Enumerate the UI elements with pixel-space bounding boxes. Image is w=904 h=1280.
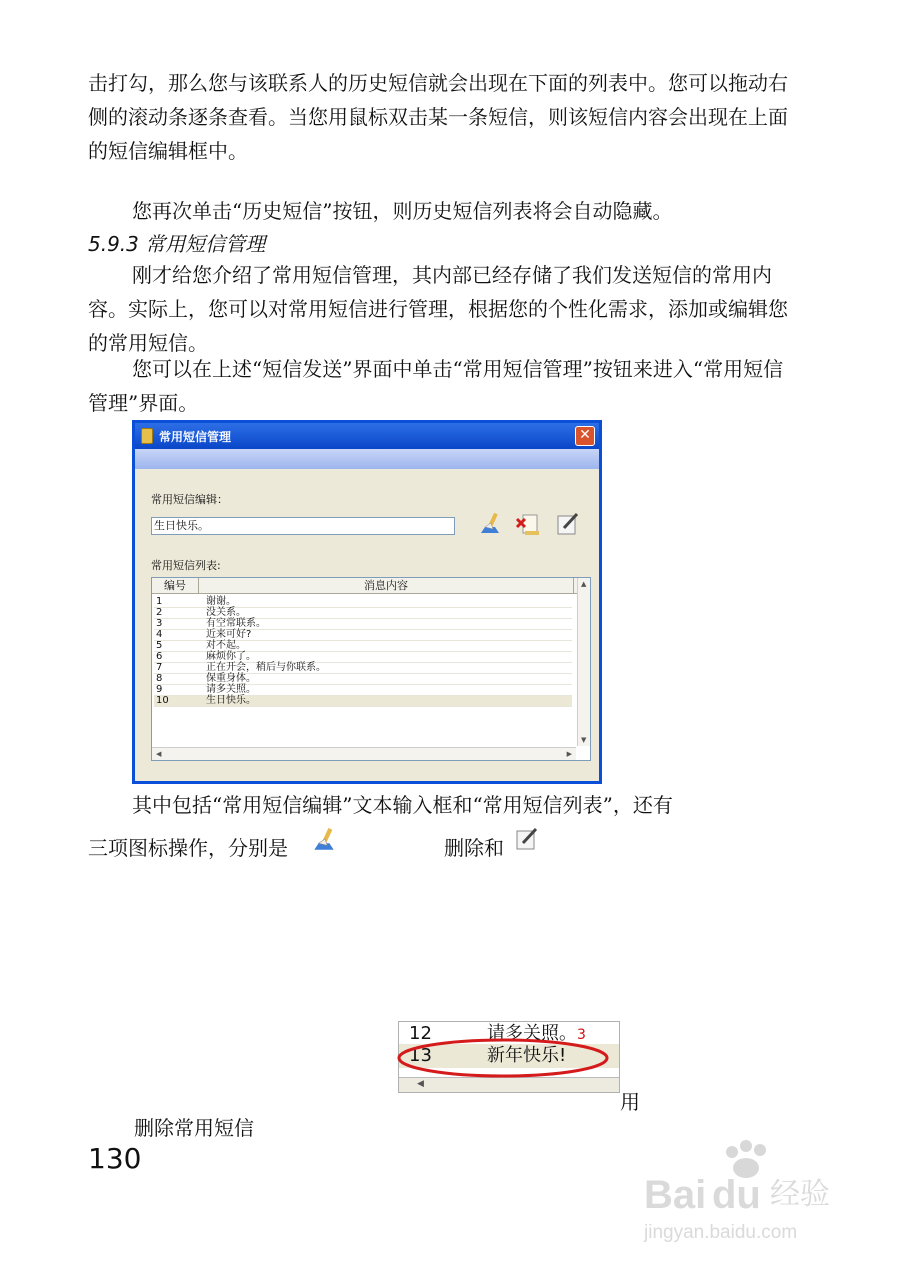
paragraph-7-tail: 用	[620, 1090, 640, 1114]
column-header-num[interactable]: 编号	[152, 578, 199, 593]
sms-manager-dialog	[132, 420, 602, 784]
row-text: 正在开会，稍后与你联系。	[206, 662, 326, 673]
highlight-oval	[396, 1037, 610, 1079]
paragraph-8: 删除常用短信	[134, 1116, 254, 1140]
page-number: 130	[88, 1142, 142, 1175]
vertical-scrollbar[interactable]: ▲ ▼	[577, 578, 590, 746]
row-number: 4	[156, 629, 163, 640]
row-number: 12	[409, 1023, 432, 1044]
dialog-titlebar	[135, 423, 599, 449]
row-text: 近来可好?	[206, 629, 252, 640]
row-text: 没关系。	[206, 607, 246, 618]
edit-label: 常用短信编辑：	[151, 493, 228, 506]
svg-text:经验: 经验	[770, 1177, 830, 1212]
paragraph-6-mid: 删除和	[444, 836, 504, 860]
dialog-title: 常用短信管理	[159, 429, 232, 444]
delete-icon[interactable]	[515, 511, 541, 537]
svg-text:du: du	[712, 1173, 761, 1217]
edit-icon[interactable]	[555, 511, 581, 537]
column-header-content[interactable]: 消息内容	[199, 578, 574, 593]
paragraph-4: 您可以在上述“短信发送”界面中单击“常用短信管理”按钮来进入“常用短信管理”界面。	[88, 357, 784, 415]
annotation-mark: 3	[577, 1027, 586, 1043]
sms-edit-input[interactable]: 生日快乐。	[151, 517, 455, 535]
row-number: 3	[156, 618, 163, 629]
row-text: 请多关照。	[206, 684, 256, 695]
row-text: 有空常联系。	[206, 618, 266, 629]
row-text: 麻烦你了。	[206, 651, 256, 662]
baidu-watermark-logo	[640, 1140, 860, 1250]
paragraph-2: 您再次单击“历史短信”按钮，则历史短信列表将会自动隐藏。	[132, 199, 673, 223]
paragraph-1: 击打勾，那么您与该联系人的历史短信就会出现在下面的列表中。您可以拖动右侧的滚动条逐条查看。当您用鼠标双击某一条短信，则该短信内容会出现在上面的短信编辑框中。	[88, 71, 788, 163]
row-number: 7	[156, 662, 163, 673]
list-header	[152, 578, 590, 594]
row-number: 2	[156, 607, 163, 618]
horizontal-scrollbar[interactable]: ◀ ▶	[152, 747, 576, 760]
edit-icon	[514, 826, 540, 852]
row-number: 8	[156, 673, 163, 684]
add-brush-icon	[310, 826, 338, 854]
row-number: 1	[156, 596, 163, 607]
row-text: 保重身体。	[206, 673, 256, 684]
dialog-band	[135, 449, 599, 469]
row-text: 新年快乐!	[487, 1045, 567, 1066]
svg-text:Bai: Bai	[644, 1173, 707, 1217]
row-number: 5	[156, 640, 163, 651]
list-rows	[154, 597, 572, 707]
row-text: 谢谢。	[206, 596, 236, 607]
row-12-text: 请多关照。	[487, 1023, 577, 1044]
paragraph-3: 刚才给您介绍了常用短信管理，其内部已经存储了我们发送短信的常用内容。实际上，您可以对常用短信进行管理，根据您的个性化需求，添加或编辑您的常用短信。	[88, 263, 788, 355]
row-number: 6	[156, 651, 163, 662]
row-text: 对不起。	[206, 640, 246, 651]
row-number: 13	[409, 1045, 432, 1066]
paragraph-5: 其中包括“常用短信编辑”文本输入框和“常用短信列表”，还有	[132, 793, 673, 817]
list-label: 常用短信列表:	[151, 559, 221, 572]
close-button[interactable]: ✕	[575, 426, 595, 446]
horizontal-scrollbar: ◀	[399, 1077, 619, 1092]
phone-app-icon	[141, 428, 153, 444]
add-brush-icon[interactable]	[477, 511, 503, 537]
table-row[interactable]	[154, 696, 572, 707]
row-number: 10	[156, 695, 169, 706]
row-number: 9	[156, 684, 163, 695]
svg-text:jingyan.baidu.com: jingyan.baidu.com	[644, 1222, 798, 1243]
paragraph-6-prefix: 三项图标操作，分别是	[88, 836, 288, 860]
sms-list[interactable]	[151, 577, 591, 761]
section-heading: 5.9.3 常用短信管理	[88, 232, 266, 256]
row-text: 生日快乐。	[206, 695, 256, 706]
